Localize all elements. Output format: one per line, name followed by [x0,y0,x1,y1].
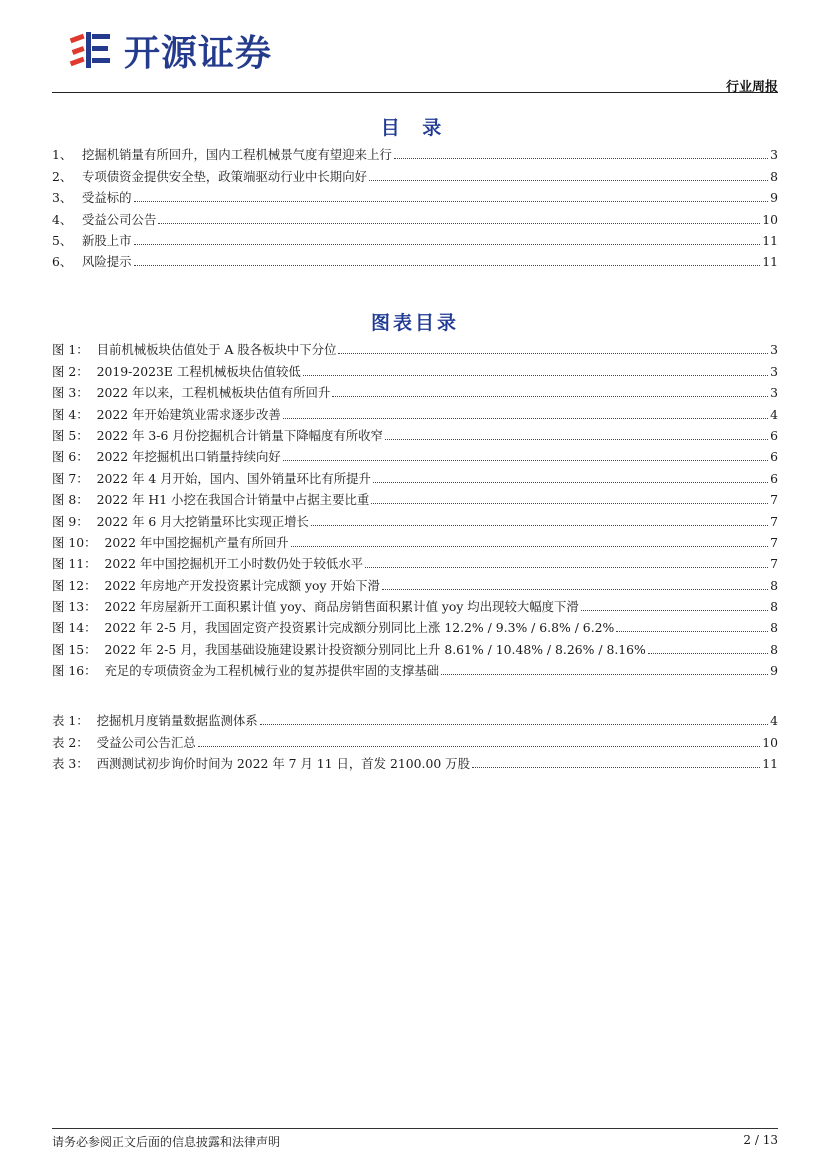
entry-number: 图 9： [52,513,89,529]
toc-section-list [52,142,778,270]
header-divider [52,92,778,93]
figure-entry[interactable] [52,337,778,358]
entry-label: 受益公司公告 [82,211,157,227]
entry-page: 8 [770,620,778,636]
toc-entry[interactable] [52,185,778,206]
figure-entry[interactable] [52,594,778,615]
toc-entry[interactable] [52,163,778,184]
dot-leader [441,674,768,675]
entry-label: 充足的专项债资金为工程机械行业的复苏提供牢固的支撑基础 [104,663,440,679]
entry-label: 目前机械板块估值处于 A 股各板块中下分位 [96,342,337,358]
dot-leader [311,525,768,526]
dot-leader [581,610,768,611]
toc-entry[interactable] [52,228,778,249]
dot-leader [303,375,768,376]
entry-number: 图 14： [52,620,97,636]
entry-label: 2022 年 3-6 月份挖掘机合计销量下降幅度有所收窄 [96,427,383,443]
dot-leader [373,482,768,483]
figure-entry[interactable] [52,444,778,465]
table-entry[interactable] [52,708,778,729]
entry-number: 图 4： [52,406,89,422]
entry-number: 5、 [52,232,73,248]
dot-leader [365,567,768,568]
dot-leader [616,631,768,632]
entry-number: 图 1： [52,342,89,358]
dot-leader [283,418,768,419]
entry-label: 2022 年房地产开发投资累计完成额 yoy 开始下滑 [104,577,380,593]
entry-label: 2022 年 6 月大挖销量环比实现正增长 [96,513,309,529]
entry-number: 图 12： [52,577,97,593]
entry-page: 11 [762,254,778,270]
entry-label: 挖掘机销量有所回升，国内工程机械景气度有望迎来上行 [82,147,392,163]
entry-number: 图 16： [52,663,97,679]
figure-entry[interactable] [52,423,778,444]
entry-label: 2022 年以来，工程机械板块估值有所回升 [96,385,331,401]
brand-logo [68,24,272,76]
figure-entry[interactable] [52,572,778,593]
entry-page: 10 [762,211,778,227]
figure-entry[interactable] [52,465,778,486]
entry-label: 2022 年房屋新开工面积累计值 yoy、商品房销售面积累计值 yoy 均出现较大幅度下滑 [104,599,579,615]
entry-label: 专项债资金提供安全垫，政策端驱动行业中长期向好 [82,168,367,184]
dot-leader [371,503,768,504]
entry-page: 9 [770,190,778,206]
entry-page: 11 [762,756,778,772]
entry-label: 受益标的 [82,190,132,206]
figure-entry[interactable] [52,615,778,636]
entry-number: 4、 [52,211,73,227]
dot-leader [158,223,760,224]
dot-leader [338,353,768,354]
entry-label: 2019-2023E 工程机械板块估值较低 [96,363,301,379]
entry-number: 图 15： [52,641,97,657]
entry-page: 8 [770,599,778,615]
entry-page: 7 [770,513,778,529]
entry-label: 2022 年 H1 小挖在我国合计销量中占据主要比重 [96,492,370,508]
entry-number: 图 11： [52,556,97,572]
toc-title: 目 录 [380,117,450,139]
toc-entry[interactable] [52,249,778,270]
footer-disclaimer: 请务必参阅正文后面的信息披露和法律声明 [52,1135,281,1149]
entry-number: 图 13： [52,599,97,615]
figure-entry[interactable] [52,658,778,679]
dot-leader [198,746,760,747]
entry-page: 6 [770,470,778,486]
figure-entry[interactable] [52,487,778,508]
dot-leader [472,767,760,768]
entry-number: 图 5： [52,427,89,443]
entry-page: 7 [770,534,778,550]
figure-entry[interactable] [52,551,778,572]
dot-leader [291,546,768,547]
entry-page: 6 [770,449,778,465]
dot-leader [134,201,769,202]
entry-number: 图 6： [52,449,89,465]
entry-number: 图 10： [52,534,97,550]
entry-label: 风险提示 [82,254,132,270]
entry-page: 7 [770,492,778,508]
figure-list [52,337,778,679]
entry-number: 表 2： [52,734,89,750]
dot-leader [385,439,768,440]
entry-label: 2022 年开始建筑业需求逐步改善 [96,406,281,422]
entry-label: 新股上市 [82,232,132,248]
kaiyuan-logo-icon [68,28,112,72]
page-header [52,20,778,94]
figure-entry[interactable] [52,636,778,657]
entry-number: 1、 [52,147,73,163]
entry-page: 10 [762,734,778,750]
entry-number: 图 2： [52,363,89,379]
figure-entry[interactable] [52,380,778,401]
entry-page: 8 [770,641,778,657]
entry-number: 图 8： [52,492,89,508]
entry-page: 7 [770,556,778,572]
dot-leader [394,158,768,159]
entry-page: 8 [770,168,778,184]
toc-entry[interactable] [52,206,778,227]
dot-leader [332,396,768,397]
entry-page: 6 [770,427,778,443]
entry-page: 9 [770,663,778,679]
entry-label: 2022 年 2-5 月，我国固定资产投资累计完成额分别同比上涨 12.2% / 9.3% / 6.8% / 6.2% [104,620,615,636]
entry-page: 3 [770,147,778,163]
dot-leader [283,460,768,461]
dot-leader [134,244,761,245]
brand-name: 开源证券 [124,32,273,74]
toc-entry[interactable] [52,142,778,163]
table-list [52,708,778,772]
entry-label: 2022 年 4 月开始，国内、国外销量环比有所提升 [96,470,371,486]
dot-leader [382,589,768,590]
entry-number: 图 3： [52,385,89,401]
entry-label: 挖掘机月度销量数据监测体系 [96,713,258,729]
entry-label: 受益公司公告汇总 [96,734,196,750]
entry-page: 4 [770,713,778,729]
document-type: 行业周报 [725,80,778,95]
figures-title: 图表目录 [370,312,459,334]
entry-page: 11 [762,232,778,248]
entry-label: 2022 年中国挖掘机产量有所回升 [104,534,289,550]
dot-leader [260,724,768,725]
table-entry[interactable] [52,729,778,750]
entry-page: 3 [770,385,778,401]
figure-entry[interactable] [52,401,778,422]
entry-number: 6、 [52,254,73,270]
entry-number: 图 7： [52,470,89,486]
entry-number: 表 3： [52,756,89,772]
footer-divider [52,1128,778,1129]
entry-label: 2022 年中国挖掘机开工小时数仍处于较低水平 [104,556,364,572]
entry-number: 3、 [52,190,73,206]
entry-page: 8 [770,577,778,593]
entry-number: 2、 [52,168,73,184]
entry-label: 西测测试初步询价时间为 2022 年 7 月 11 日，首发 2100.00 万股 [96,756,470,772]
entry-page: 4 [770,406,778,422]
dot-leader [369,180,768,181]
entry-page: 3 [770,363,778,379]
figure-entry[interactable] [52,358,778,379]
entry-label: 2022 年 2-5 月，我国基础设施建设累计投资额分别同比上升 8.61% / 10.48% / 8.26% / 8.16% [104,641,646,657]
figure-entry[interactable] [52,530,778,551]
page-number: 2 / 13 [743,1133,778,1147]
table-entry[interactable] [52,751,778,772]
dot-leader [648,653,768,654]
entry-page: 3 [770,342,778,358]
entry-label: 2022 年挖掘机出口销量持续向好 [96,449,281,465]
dot-leader [134,265,761,266]
figure-entry[interactable] [52,508,778,529]
entry-number: 表 1： [52,713,89,729]
